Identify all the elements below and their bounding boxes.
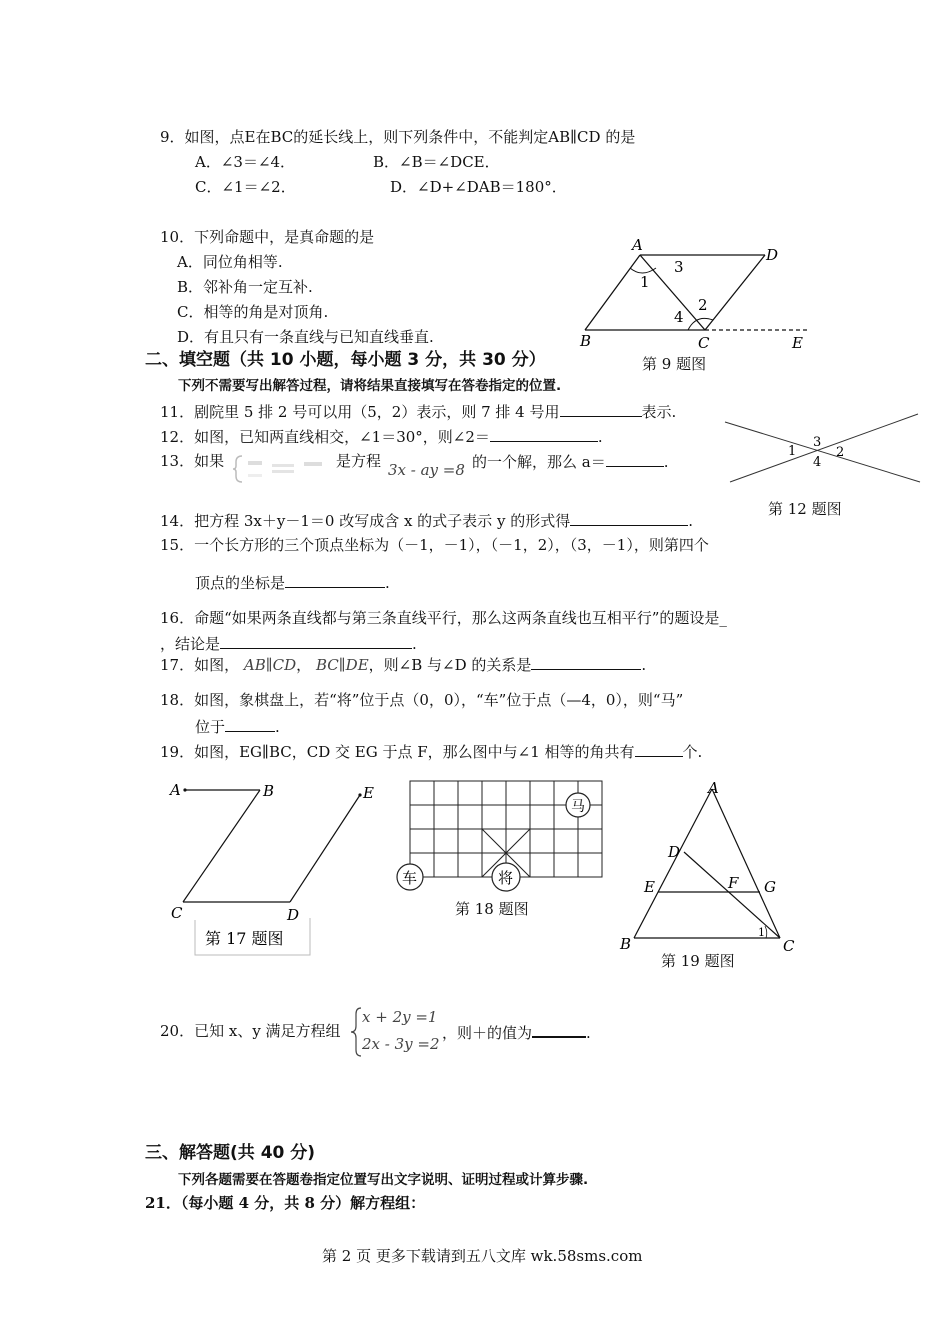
q11 xyxy=(160,401,676,422)
fig9-label-b: B xyxy=(580,332,592,350)
figure-19 xyxy=(612,775,812,960)
q18-line1: 18．如图，象棋盘上，若“将”位于点（0，0），“车”位于点（—4，0），则“马” xyxy=(160,691,684,709)
q15 xyxy=(195,572,390,593)
q20-equation-2: 2x - 3y =2 xyxy=(362,1035,440,1053)
fig18-piece-che xyxy=(397,864,423,890)
fig9-line-ab xyxy=(585,255,640,330)
q13-text-mid: 是方程 xyxy=(336,452,382,470)
figure-9 xyxy=(570,230,820,350)
page-footer: 第 2 页 更多下载请到五八文库 wk.58sms.com xyxy=(322,1247,643,1265)
fig9-label-d: D xyxy=(766,246,779,264)
q11-answer-blank[interactable] xyxy=(560,401,642,417)
q21-text: 21．（每小题 4 分，共 8 分）解方程组： xyxy=(145,1194,426,1212)
fig9-angle-4: 4 xyxy=(674,308,684,326)
q11-text-end: 表示. xyxy=(641,403,677,421)
q16-line2: ，结论是 xyxy=(160,635,221,653)
fig12-line-2 xyxy=(730,414,918,482)
q18-text-end: . xyxy=(275,718,280,736)
q16-text-end: . xyxy=(412,635,417,653)
q16-line1: 16．命题“如果两条直线都与第三条直线平行，那么这两条直线也互相平行”的题设是_ xyxy=(160,609,727,627)
fig17-label-c: C xyxy=(171,904,183,922)
q20-brace xyxy=(350,1006,362,1058)
fig12-angle-4: 4 xyxy=(813,455,822,470)
q19 xyxy=(160,741,702,762)
q15-answer-blank[interactable] xyxy=(285,572,385,588)
q15-line1: 15．一个长方形的三个顶点坐标为（－1，－1），（－1，2），（3，－1），则第四个 xyxy=(160,536,709,554)
q9-option-a: A．∠3＝∠4． xyxy=(195,153,296,171)
section2-title: 二、填空题（共 10 小题，每小题 3 分，共 30 分） xyxy=(145,350,546,370)
q20-equation-1: x + 2y =1 xyxy=(362,1008,438,1026)
fig17-point-a xyxy=(183,788,186,791)
fig19-label-d: D xyxy=(668,843,681,861)
q13-text-post: 的一个解，那么 a＝ xyxy=(472,453,606,471)
fig9-label-a: A xyxy=(632,236,643,254)
q17 xyxy=(160,654,646,675)
section3-instructions: 下列各题需要在答题卷指定位置写出文字说明、证明过程或计算步骤. xyxy=(178,1172,589,1188)
fig17-point-e xyxy=(358,793,361,796)
fig19-caption: 第 19 题图 xyxy=(661,952,735,970)
q16 xyxy=(160,633,417,654)
fig9-angle-1: 1 xyxy=(640,273,650,291)
q17-sep: ， xyxy=(296,656,312,674)
fig9-label-c: C xyxy=(698,334,710,350)
q10-option-a: A．同位角相等. xyxy=(177,253,283,271)
q14-text-end: . xyxy=(688,512,693,530)
fig12-angle-1: 1 xyxy=(788,444,797,459)
fig18-caption: 第 18 题图 xyxy=(455,900,529,918)
q12-text: 12．如图，已知两直线相交，∠1＝30°，则∠2＝ xyxy=(160,428,490,446)
q13-text-end: . xyxy=(663,453,669,471)
fig17-label-a: A xyxy=(170,781,181,799)
figure-18 xyxy=(390,775,610,893)
svg-text:马: 马 xyxy=(571,799,585,815)
q16-answer-blank[interactable] xyxy=(220,633,412,649)
fig19-angle-1: 1 xyxy=(758,926,765,939)
q19-text: 19．如图，EG∥BC，CD 交 EG 于点 F，那么图中与∠1 相等的角共有 xyxy=(160,743,635,761)
fig19-label-b: B xyxy=(620,935,632,953)
q19-text-end: 个. xyxy=(682,743,703,761)
q13-answer-blank[interactable] xyxy=(606,451,664,467)
q20-text-post: ，则＋的值为 xyxy=(442,1024,533,1042)
q17-eq1: AB∥CD xyxy=(243,656,297,674)
q13-equation: 3x - ay =8 xyxy=(388,461,465,479)
q15-text-end: . xyxy=(385,574,390,592)
fig12-caption: 第 12 题图 xyxy=(768,500,842,518)
q9-stem: 9．如图，点E在BC的延长线上，则下列条件中，不能判定AB∥CD 的是 xyxy=(160,128,636,146)
fig18-piece-jiang xyxy=(492,863,520,891)
q19-answer-blank[interactable] xyxy=(635,741,683,757)
q10-option-d: D．有且只有一条直线与已知直线垂直. xyxy=(177,328,434,346)
fig19-line-ac xyxy=(712,789,780,938)
q14-answer-blank[interactable] xyxy=(570,510,688,526)
section2-instructions: 下列不需要写出解答过程，请将结果直接填写在答卷指定的位置. xyxy=(178,378,562,394)
q13-system-image xyxy=(232,452,332,486)
q9-option-c: C．∠1＝∠2． xyxy=(195,178,296,196)
q17-text-pre: 17．如图， xyxy=(160,656,240,674)
q17-text-end: . xyxy=(641,656,647,674)
q11-text: 11．剧院里 5 排 2 号可以用（5，2）表示，则 7 排 4 号用 xyxy=(160,403,560,421)
q10-option-b: B．邻补角一定互补. xyxy=(177,278,313,296)
fig17-label-b: B xyxy=(263,782,275,800)
q17-text-mid: ，则∠B 与∠D 的关系是 xyxy=(368,656,532,674)
fig9-line-cd xyxy=(705,255,765,330)
fig19-label-g: G xyxy=(764,878,776,896)
q20 xyxy=(442,1021,591,1043)
q17-eq2: BC∥DE xyxy=(315,656,369,674)
figure-17 xyxy=(165,780,380,960)
fig9-line-ac xyxy=(640,255,705,330)
fig17-label-d: D xyxy=(287,906,300,924)
q20-answer-blank[interactable] xyxy=(532,1021,586,1038)
q15-line2: 顶点的坐标是 xyxy=(195,574,286,592)
fig12-angle-2: 2 xyxy=(836,445,845,460)
fig17-caption: 第 17 题图 xyxy=(205,929,284,948)
q18-line2: 位于 xyxy=(195,718,226,736)
q18-answer-blank[interactable] xyxy=(225,716,275,732)
q9-option-d: D．∠D+∠DAB＝180°． xyxy=(390,178,567,196)
svg-text:将: 将 xyxy=(498,869,514,887)
fig19-line-ab xyxy=(634,789,712,938)
q14 xyxy=(160,510,693,531)
fig17-line-de xyxy=(290,795,360,902)
fig18-piece-ma xyxy=(566,793,590,817)
figure-12 xyxy=(720,410,940,490)
q10-option-c: C．相等的角是对顶角. xyxy=(177,303,329,321)
fig9-angle-3: 3 xyxy=(674,258,684,276)
q18 xyxy=(195,716,280,737)
q13-text-pre: 13．如果 xyxy=(160,452,225,470)
q9-option-b: B．∠B＝∠DCE． xyxy=(373,153,500,171)
q13 xyxy=(472,451,669,472)
q20-text-pre: 20．已知 x、y 满足方程组 xyxy=(160,1022,341,1040)
fig12-angle-3: 3 xyxy=(813,435,822,450)
q14-text: 14．把方程 3x＋y－1＝0 改写成含 x 的式子表示 y 的形式得 xyxy=(160,512,571,530)
fig9-angle-2: 2 xyxy=(698,296,708,314)
q20-text-end: . xyxy=(586,1024,591,1042)
fig9-label-e: E xyxy=(792,334,803,350)
fig19-label-e: E xyxy=(644,878,655,896)
q12 xyxy=(160,426,603,447)
fig9-caption: 第 9 题图 xyxy=(642,355,707,373)
q10-stem: 10．下列命题中，是真命题的是 xyxy=(160,228,375,246)
q17-answer-blank[interactable] xyxy=(531,654,641,670)
section3-title: 三、解答题(共 40 分) xyxy=(145,1143,316,1163)
fig19-label-c: C xyxy=(783,937,795,955)
fig19-label-a: A xyxy=(708,779,719,797)
fig17-line-bc xyxy=(183,790,260,902)
q12-answer-blank[interactable] xyxy=(490,426,598,442)
svg-text:车: 车 xyxy=(402,869,418,887)
fig19-label-f: F xyxy=(728,874,739,892)
fig17-label-e: E xyxy=(363,784,374,802)
fig19-arc-c xyxy=(765,926,767,938)
q12-text-end: . xyxy=(597,428,603,446)
